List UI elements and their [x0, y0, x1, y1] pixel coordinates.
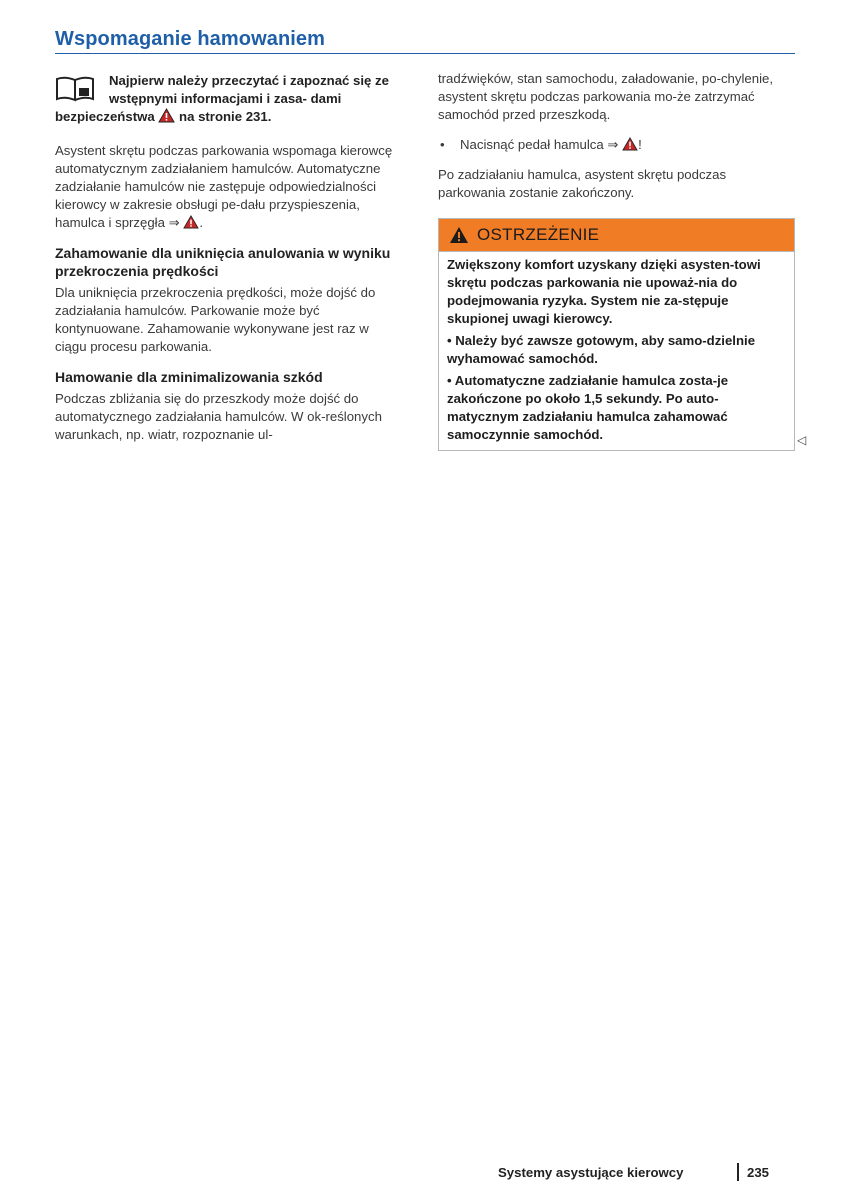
- safety-note: [55, 72, 400, 126]
- continued-paragraph: tradźwięków, stan samochodu, załadowanie, po-chylenie, asystent skrętu podczas parkowania mo-że zatrzymać samochód przed przeszkodą.: [438, 71, 774, 122]
- section-end-marker: ◁: [797, 433, 807, 447]
- after-paragraph: Po zadziałaniu hamulca, asystent skrętu podczas parkowania zostanie zakończony.: [438, 167, 727, 200]
- section-heading-speed: Zahamowanie dla uniknięcia anulowania w wyniku przekroczenia prędkości: [55, 245, 391, 279]
- warning-intro: Zwiększony komfort uzyskany dzięki asysten-towi skrętu podczas parkowania nie upoważ-nia do podejmowania ryzyka. System nie za-stępuje skupionej uwagi kierowcy.: [447, 257, 761, 326]
- footer-section-name: Systemy asystujące kierowcy: [498, 1165, 684, 1180]
- warning-item: • Należy być zawsze gotowym, aby samo-dzielnie wyhamować samochód.: [447, 333, 756, 366]
- warning-triangle-icon[interactable]: [622, 137, 638, 151]
- section-text-speed: Dla uniknięcia przekroczenia prędkości, może dojść do zadziałania hamulców. Parkowanie może być kontynuowane. Zahamowanie wykonywane jest raz w ciągu procesu parkowania.: [55, 285, 376, 354]
- bullet-suffix: !: [638, 137, 642, 152]
- warning-header: [439, 219, 794, 252]
- right-column: [438, 70, 793, 451]
- bullet-text: Nacisnąć pedał hamulca: [460, 137, 604, 152]
- left-column: [55, 72, 400, 444]
- warning-triangle-icon: [449, 226, 469, 244]
- warning-triangle-icon[interactable]: [183, 215, 199, 229]
- note-line-1: Najpierw należy przeczytać i zapoznać się ze wstępnymi informacjami i zasa-: [109, 73, 389, 106]
- footer-divider: [737, 1163, 739, 1181]
- warning-body: [439, 252, 794, 450]
- intro-text: Asystent skrętu podczas parkowania wspomaga kierowcę automatycznym zadziałaniem hamulców. Automatyczne zadziałanie hamulców nie zastępuje odpowiedzialności kierowcy w zakresie obsługi pe-dału przyspieszenia, hamulca i sprzęgła: [55, 143, 393, 230]
- warning-heading: OSTRZEŻENIE: [477, 225, 600, 244]
- title-divider: [55, 53, 795, 54]
- book-icon: [55, 74, 97, 102]
- intro-paragraph: Asystent skrętu podczas parkowania wspomaga kierowcę automatycznym zadziałaniem hamulców. Automatyczne zadziałanie hamulców nie zastępuje odpowiedzialności kierowcy w zakresie obsługi pe-dału przyspieszenia, hamulca i sprzęgła ⇒ .: [55, 143, 393, 230]
- bullet-item: [438, 136, 793, 154]
- page-title: Wspomaganie hamowaniem: [55, 28, 326, 50]
- warning-item: • Automatyczne zadziałanie hamulca zosta-je zakończone po około 1,5 sekundy. Po auto-matycznym zadziałaniu hamulca zahamować samoczynnie samochód.: [447, 373, 729, 442]
- bullet-dot: •: [440, 137, 445, 152]
- warning-triangle-icon[interactable]: [158, 108, 175, 123]
- page-number: 235: [747, 1165, 770, 1180]
- section-heading-damage: Hamowanie dla zminimalizowania szkód: [55, 369, 323, 385]
- reference-arrow: ⇒: [168, 215, 180, 230]
- warning-box: [438, 218, 795, 451]
- section-text-damage: Podczas zbliżania się do przeszkody może dojść do automatycznego zadziałania hamulców. W ok-reślonych warunkach, np. wiatr, rozpoznanie ul-: [55, 391, 382, 442]
- note-line-2-end: na stronie 231.: [179, 109, 272, 124]
- note-line-2-start: dami bezpieczeństwa: [55, 91, 342, 124]
- reference-arrow: ⇒: [607, 137, 619, 152]
